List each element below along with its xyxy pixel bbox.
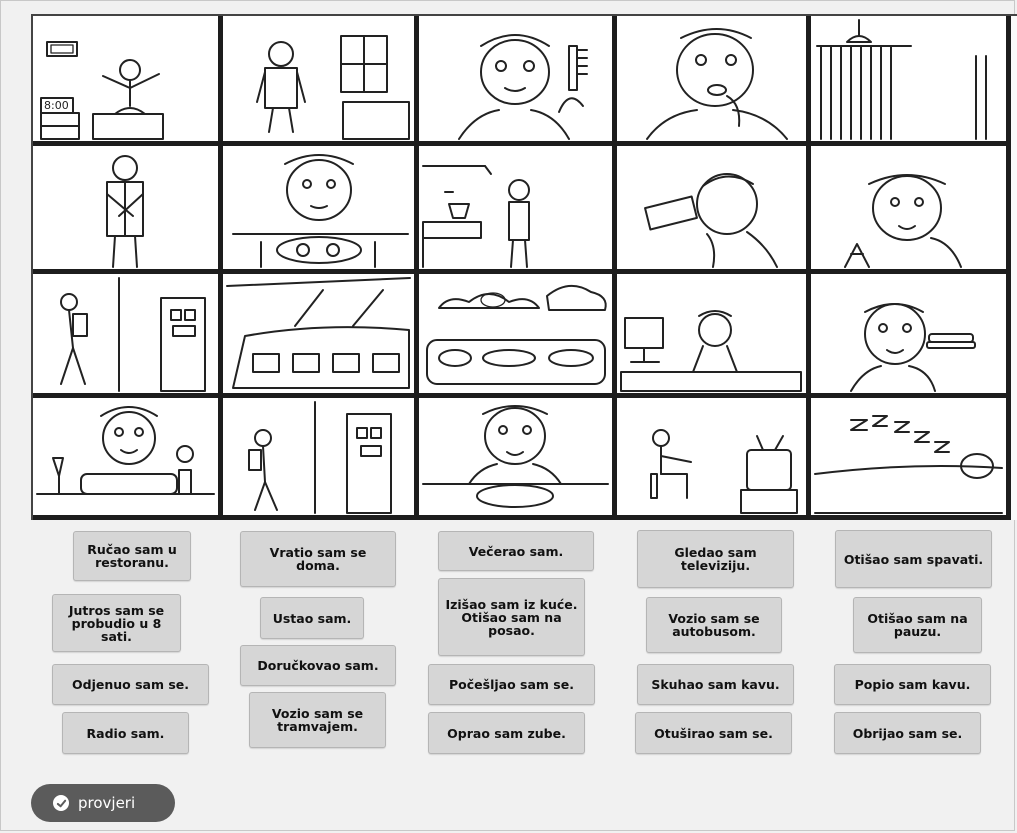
card-jutros-sam-se-probudio[interactable]: Jutros sam se probudio u 8 sati. (52, 594, 181, 652)
panel-tram (223, 274, 419, 398)
card-radio-sam[interactable]: Radio sam. (62, 712, 189, 754)
panel-sleeping (811, 398, 1011, 520)
panel-dinner (419, 398, 617, 520)
card-vozio-sam-se-autobusom[interactable]: Vozio sam se autobusom. (646, 597, 782, 653)
panel-dressed (33, 146, 223, 274)
card-rucao-sam-u-restoranu[interactable]: Ručao sam u restoranu. (73, 531, 191, 581)
panel-shower (811, 16, 1011, 146)
panel-breakfast (223, 146, 419, 274)
card-oprao-sam-zube[interactable]: Oprao sam zube. (428, 712, 585, 754)
card-vecerao-sam[interactable]: Večerao sam. (438, 531, 594, 571)
card-otisao-sam-spavati[interactable]: Otišao sam spavati. (835, 530, 992, 588)
panel-sandwich-break (811, 274, 1011, 398)
card-odjenuo-sam-se[interactable]: Odjenuo sam se. (52, 664, 209, 705)
check-button[interactable] (31, 784, 175, 822)
comic-grid (31, 14, 1017, 520)
panel-wake-up (33, 16, 223, 146)
check-button-label: provjeri (78, 794, 136, 812)
card-gledao-sam-televiziju[interactable]: Gledao sam televiziju. (637, 530, 794, 588)
check-circle-icon (53, 795, 69, 811)
panel-bus (419, 274, 617, 398)
panel-coffee-maker (419, 146, 617, 274)
card-skuhao-sam-kavu[interactable]: Skuhao sam kavu. (637, 664, 794, 705)
card-otusirao-sam-se[interactable]: Otuširao sam se. (635, 712, 792, 754)
panel-brushing-teeth (617, 16, 811, 146)
panel-working-computer (617, 274, 811, 398)
panel-watching-tv (617, 398, 811, 520)
card-obrijao-sam-se[interactable]: Obrijao sam se. (834, 712, 981, 754)
panel-leaving-door (33, 274, 223, 398)
card-vratio-sam-se-doma[interactable]: Vratio sam se doma. (240, 531, 396, 587)
panel-comb (419, 16, 617, 146)
card-izisao-sam-iz-kuce[interactable]: Izišao sam iz kuće. Otišao sam na posao. (438, 578, 585, 656)
svg-text:8:00: 8:00 (44, 99, 69, 112)
card-otisao-sam-na-pauzu[interactable]: Otišao sam na pauzu. (853, 597, 982, 653)
panel-returning-home (223, 398, 419, 520)
panel-standing-window (223, 16, 419, 146)
panel-shaving (811, 146, 1011, 274)
card-dorucakovao-sam[interactable]: Doručkovao sam. (240, 645, 396, 686)
panel-drinking (617, 146, 811, 274)
card-ustao-sam[interactable]: Ustao sam. (260, 597, 364, 639)
card-popio-sam-kavu[interactable]: Popio sam kavu. (834, 664, 991, 705)
panel-restaurant (33, 398, 223, 520)
card-vozio-sam-se-tramvajem[interactable]: Vozio sam se tramvajem. (249, 692, 386, 748)
card-poceshljao-sam-se[interactable]: Počešljao sam se. (428, 664, 595, 705)
